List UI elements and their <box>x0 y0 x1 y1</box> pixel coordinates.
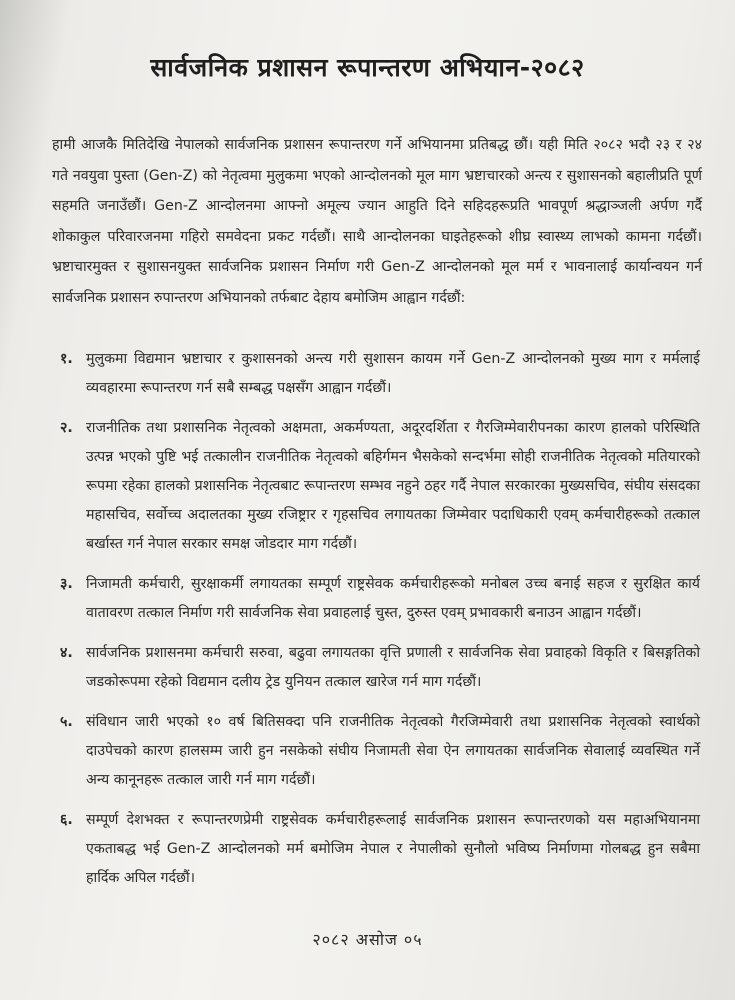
list-item <box>60 570 700 628</box>
item-text: मुलुकमा विद्यमान भ्रष्टाचार र कुशासनको अन्त्य गरी सुशासन कायम गर्ने Gen-Z आन्दोलनको मुख्य माग र मर्मलाई व्यवहारमा रूपान्तरण गर्न सबै सम्बद्ध पक्षसँग आह्वान गर्दछौं। <box>86 351 700 396</box>
item-number: १. <box>60 351 73 367</box>
list-item <box>60 414 700 559</box>
list-item <box>60 708 700 795</box>
document-date: २०८२ असोज ०५ <box>312 930 423 949</box>
item-number: ५. <box>60 714 73 730</box>
list-item <box>60 345 700 403</box>
item-text: सार्वजनिक प्रशासनमा कर्मचारी सरुवा, बढुवा लगायतका वृत्ति प्रणाली र सार्वजनिक सेवा प्रवाहको विकृति र बिसङ्गतिको जडकोरूपमा रहेको विद्यमान दलीय ट्रेड युनियन तत्काल खारेज गर्न माग गर्दछौं। <box>86 645 700 690</box>
item-number: ३. <box>60 576 73 592</box>
item-text: सम्पूर्ण देशभक्त र रूपान्तरणप्रेमी राष्ट्रसेवक कर्मचारीहरूलाई सार्वजनिक प्रशासन रूपान्तरणको यस महाअभियानमा एकताबद्ध भई Gen-Z आन्दोलनको मर्म बमोजिम नेपाल र नेपालीको सुनौलो भविष्य निर्माणमा गोलबद्ध हुन सबैमा हार्दिक अपिल गर्दछौं। <box>86 812 700 886</box>
item-number: २. <box>60 420 73 436</box>
item-number: ६. <box>60 812 73 828</box>
item-text: संविधान जारी भएको १० वर्ष बितिसक्दा पनि राजनीतिक नेतृत्वको गैरजिम्मेवारी तथा प्रशासनिक नेतृत्वको स्वार्थको दाउपेचको कारण हालसम्म जारी हुन नसकेको संघीय निजामती सेवा ऐन लगायतका सार्वजनिक सेवालाई व्यवस्थित गर्ने अन्य कानूनहरू तत्काल जारी गर्न माग गर्दछौं। <box>86 714 700 788</box>
item-text: राजनीतिक तथा प्रशासनिक नेतृत्वको अक्षमता, अकर्मण्यता, अदूरदर्शिता र गैरजिम्मेवारीपनका कारण हालको परिस्थिति उत्पन्न भएको पुष्टि भई तत्कालीन राजनीतिक नेतृत्वको बहिर्गमन भैसकेको सन्दर्भमा सोही राजनीतिक नेतृत्वको मतियारको रूपमा रहेका हालको प्रशासनिक नेतृत्वबाट रूपान्तरण सम्भव नहुने ठहर गर्दै नेपाल सरकारका मुख्यसचिव, संघीय संसदका महासचिव, सर्वोच्च अदालतका मुख्य रजिष्ट्रार र गृहसचिव लगायतका जिम्मेवार पदाधिकारी एवम् कर्मचारीहरूको तत्काल बर्खास्त गर्न नेपाल सरकार समक्ष जोडदार माग गर्दछौं। <box>86 420 700 552</box>
list-item <box>60 639 700 697</box>
item-text: निजामती कर्मचारी, सुरक्षाकर्मी लगायतका सम्पूर्ण राष्ट्रसेवक कर्मचारीहरूको मनोबल उच्च बनाई सहज र सुरक्षित कार्य वातावरण तत्काल निर्माण गरी सार्वजनिक सेवा प्रवाहलाई चुस्त, दुरुस्त एवम् प्रभावकारी बनाउन आह्वान गर्दछौं। <box>86 576 700 621</box>
list-item <box>60 806 700 893</box>
intro-paragraph: हामी आजकै मितिदेखि नेपालको सार्वजनिक प्रशासन रूपान्तरण गर्ने अभियानमा प्रतिबद्ध छौं। यही मिति २०८२ भदौ २३ र २४ गते नवयुवा पुस्ता (Gen-Z) को नेतृत्वमा मुलुकमा भएको आन्दोलनको मूल माग भ्रष्टाचारको अन्त्य र सुशासनको बहालीप्रति पूर्ण सहमति जनाउँछौं। Gen-Z आन्दोलनमा आफ्नो अमूल्य ज्यान आहुति दिने सहिदहरूप्रति भावपूर्ण श्रद्धाञ्जली अर्पण गर्दै शोकाकुल परिवारजनमा गहिरो समवेदना प्रकट गर्दछौं। साथै आन्दोलनका घाइतेहरूको शीघ्र स्वास्थ्य लाभको कामना गर्दछौं। भ्रष्टाचारमुक्त र सुशासनयुक्त सार्वजनिक प्रशासन निर्माण गरी Gen-Z आन्दोलनको मूल मर्म र भावनालाई कार्यान्वयन गर्न सार्वजनिक प्रशासन रुपान्तरण अभियानको तर्फबाट देहाय बमोजिम आह्वान गर्दछौं: <box>52 137 702 306</box>
item-number: ४. <box>60 645 73 661</box>
demands-list <box>60 345 700 904</box>
document-title: सार्वजनिक प्रशासन रूपान्तरण अभियान-२०८२ <box>150 53 585 82</box>
